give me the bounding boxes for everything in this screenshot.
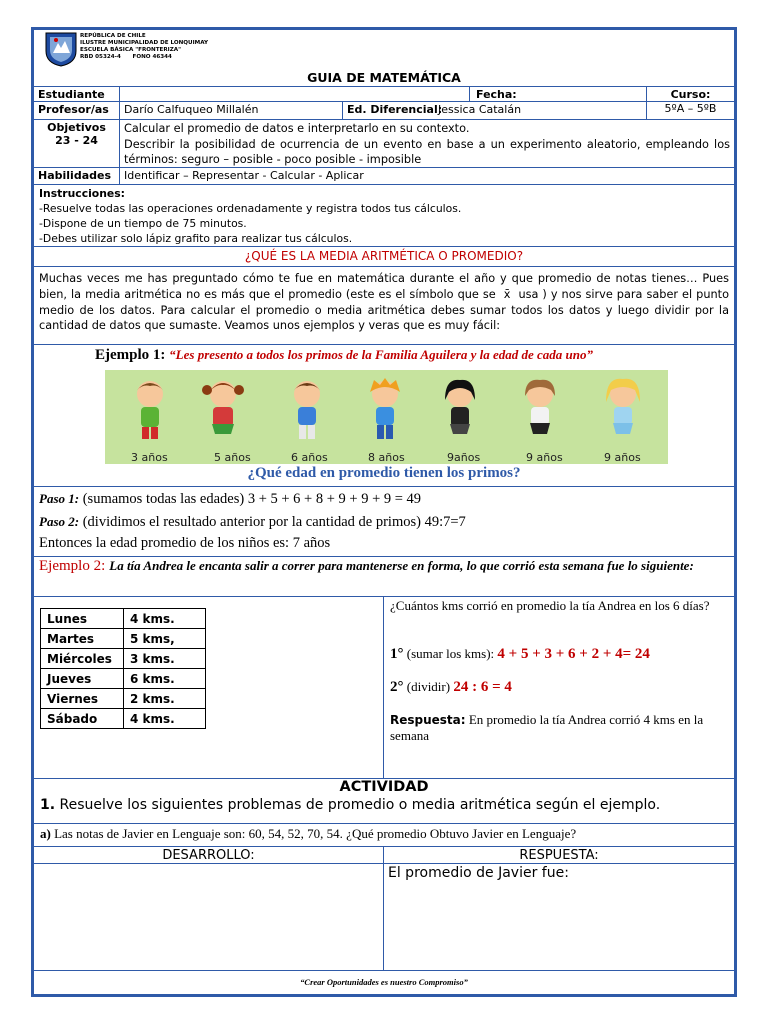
ejemplo2-divider xyxy=(383,597,384,778)
respuesta-cell[interactable] xyxy=(384,847,734,970)
ejemplo1-heading xyxy=(95,347,593,364)
pasos-block xyxy=(34,487,734,557)
kms-cell: 2 kms. xyxy=(124,689,206,709)
habilidades-value: Identificar – Representar - Calcular - Aplicar xyxy=(124,169,364,182)
age-label-5: 9años xyxy=(447,451,481,464)
row-profesor xyxy=(34,102,734,120)
school-header xyxy=(80,33,208,61)
day-cell: Lunes xyxy=(41,609,124,629)
ejemplo2-step-2 xyxy=(390,679,728,695)
step-2-label: (dividir) xyxy=(406,679,451,694)
objetivos-label: Objetivos xyxy=(47,121,106,134)
day-cell: Jueves xyxy=(41,669,124,689)
ejemplo2-heading xyxy=(34,557,734,597)
age-label-7: 9 años xyxy=(604,451,641,464)
instrucciones-block xyxy=(34,185,734,247)
header-line-1: REPÚBLICA DE CHILE xyxy=(80,33,146,39)
objetivos-label-cell xyxy=(34,120,120,167)
paso-1 xyxy=(39,488,729,511)
curso-label: Curso: xyxy=(670,88,711,101)
footer-motto: “Crear Oportunidades es nuestro Compromiso” xyxy=(300,977,468,987)
actividad-title: ACTIVIDAD xyxy=(339,779,429,795)
primo-2-illustration xyxy=(200,376,246,444)
row-habilidades xyxy=(34,168,734,185)
section-title: ¿QUÉ ES LA MEDIA ARITMÉTICA O PROMEDIO? xyxy=(34,247,734,267)
objetivo-2: Describir la posibilidad de ocurrencia de un evento en base a un experimento aleatorio, empleando los términos: seguro – posible - poco posible - imposible xyxy=(124,137,730,166)
table-row xyxy=(41,609,206,629)
paso-1-label: Paso 1: xyxy=(39,491,80,506)
profesor-value: Darío Calfuqueo Millalén xyxy=(120,102,343,119)
problem-text: Las notas de Javier en Lenguaje son: 60, 54, 52, 70, 54. ¿Qué promedio Obtuvo Javier en Lenguaje? xyxy=(54,826,577,841)
actividad-instruction xyxy=(34,795,734,815)
objetivos-nums: 23 - 24 xyxy=(55,134,98,147)
table-row xyxy=(41,689,206,709)
ejemplo2-solution xyxy=(390,598,728,743)
habilidades-label: Habilidades xyxy=(34,168,120,184)
paso-2-text: (dividimos el resultado anterior por la cantidad de primos) 49:7=7 xyxy=(82,513,466,530)
age-label-1: 3 años xyxy=(131,451,168,464)
school-crest-logo xyxy=(44,31,78,67)
actividad-block xyxy=(34,779,734,824)
kms-cell: 4 kms. xyxy=(124,709,206,729)
ejemplo1-label: Ejemplo 1: xyxy=(95,347,166,363)
intro-text-1: Muchas veces me has preguntado cómo te fue en matemática durante el año y que promedio de notas tienes… Pues bien, la media aritmética no es más que el promedio (este es el símbolo que se xyxy=(39,272,729,301)
instruccion-3: -Debes utilizar solo lápiz grafito para realizar tus cálculos. xyxy=(39,232,353,245)
ejemplo1-question: ¿Qué edad en promedio tienen los primos? xyxy=(247,465,521,481)
day-cell: Viernes xyxy=(41,689,124,709)
kms-cell: 4 kms. xyxy=(124,609,206,629)
step-1-num: 1° xyxy=(390,646,404,662)
mean-symbol: x̄ xyxy=(503,287,511,301)
ejemplo2-step-1 xyxy=(390,646,728,662)
ed-diferencial-label: Ed. Diferencial: xyxy=(347,103,443,116)
paso-2-label: Paso 2: xyxy=(39,513,80,529)
fecha-label: Fecha: xyxy=(470,87,647,101)
age-label-6: 9 años xyxy=(526,451,563,464)
curso-cell xyxy=(647,87,734,119)
ejemplo2-label: Ejemplo 2: xyxy=(39,558,106,574)
profesor-label: Profesor/as xyxy=(34,102,120,119)
problem-label: a) xyxy=(40,826,51,841)
conclusion: Entonces la edad promedio de los niños es: 7 años xyxy=(39,535,331,551)
table-row xyxy=(41,649,206,669)
step-1-value: 4 + 5 + 3 + 6 + 2 + 4= 24 xyxy=(497,646,650,662)
objetivo-1: Calcular el promedio de datos e interpretarlo en su contexto. xyxy=(124,122,470,135)
age-label-2: 5 años xyxy=(214,451,251,464)
instrucciones-title: Instrucciones: xyxy=(39,187,125,200)
respuesta-header: RESPUESTA: xyxy=(384,848,734,864)
problem-row xyxy=(34,824,734,847)
kms-table xyxy=(40,608,206,729)
step-2-num: 2° xyxy=(390,679,404,695)
kms-cell: 5 kms, xyxy=(124,629,206,649)
step-2-value: 24 : 6 = 4 xyxy=(453,679,512,695)
ejemplo2-respuesta xyxy=(390,712,728,743)
ejemplo2-question: ¿Cuántos kms corrió en promedio la tía Andrea en los 6 días? xyxy=(390,598,710,613)
estudiante-label: Estudiante xyxy=(34,87,120,101)
row-objetivos xyxy=(34,120,734,168)
primo-1-illustration xyxy=(127,376,173,444)
primo-5-illustration xyxy=(437,376,483,444)
answer-area xyxy=(34,847,734,971)
respuesta-label: Respuesta: xyxy=(390,713,466,727)
row-estudiante xyxy=(34,86,734,102)
ejemplo1-text: “Les presento a todos los primos de la Familia Aguilera y la edad de cada uno” xyxy=(169,347,593,362)
header-line-2: ILUSTRE MUNICIPALIDAD DE LONQUIMAY xyxy=(80,40,209,46)
day-cell: Miércoles xyxy=(41,649,124,669)
step-1-label: (sumar los kms): xyxy=(406,646,495,661)
curso-value: 5ºA – 5ºB xyxy=(664,102,717,115)
primo-6-illustration xyxy=(517,376,563,444)
day-cell: Martes xyxy=(41,629,124,649)
paso-2 xyxy=(39,511,729,534)
kms-cell: 6 kms. xyxy=(124,669,206,689)
desarrollo-cell[interactable] xyxy=(34,847,384,970)
header-line-3: ESCUELA BÁSICA "FRONTERIZA" xyxy=(80,47,182,53)
answer-prompt: El promedio de Javier fue: xyxy=(388,865,569,881)
age-label-4: 8 años xyxy=(368,451,405,464)
day-cell: Sábado xyxy=(41,709,124,729)
primo-3-illustration xyxy=(284,376,330,444)
ejemplo2-text: La tía Andrea le encanta salir a correr para mantenerse en forma, lo que corrió esta semana fue lo siguiente: xyxy=(109,558,694,573)
table-row xyxy=(41,709,206,729)
table-row xyxy=(41,669,206,689)
kms-cell: 3 kms. xyxy=(124,649,206,669)
objetivos-text xyxy=(120,120,734,167)
instruccion-1: -Resuelve todas las operaciones ordenadamente y registra todos tus cálculos. xyxy=(39,202,462,215)
intro-paragraph xyxy=(34,267,734,345)
estudiante-field[interactable] xyxy=(120,87,470,101)
instruction-text: Resuelve los siguientes problemas de promedio o media aritmética según el ejemplo. xyxy=(59,797,661,813)
instruction-num: 1. xyxy=(40,797,56,813)
instruccion-2: -Dispone de un tiempo de 75 minutos. xyxy=(39,217,247,230)
header-line-4: RBD 05324-4 FONO 46344 xyxy=(80,54,172,60)
page-title: GUIA DE MATEMÁTICA xyxy=(307,70,461,85)
age-label-3: 6 años xyxy=(291,451,328,464)
respuesta-text: En promedio la tía Andrea corrió 4 kms en la semana xyxy=(390,712,704,743)
paso-1-text: (sumamos todas las edades) 3 + 5 + 6 + 8 + 9 + 9 + 9 = 49 xyxy=(82,491,422,507)
intro-text-2: usa ) y nos sirve para saber el punto medio de los datos. Para calcular el promedio o media aritmética debes sumar todos los datos y luego dividir por la cantidad de datos que sumaste. Veamos unos ejemplos y veras que es muy fácil: xyxy=(39,287,729,333)
ed-diferencial-value: Jessica Catalán xyxy=(434,102,647,119)
table-row xyxy=(41,629,206,649)
desarrollo-label: DESARROLLO: xyxy=(34,848,383,864)
primo-4-illustration xyxy=(362,376,408,444)
primo-7-illustration xyxy=(600,376,646,444)
